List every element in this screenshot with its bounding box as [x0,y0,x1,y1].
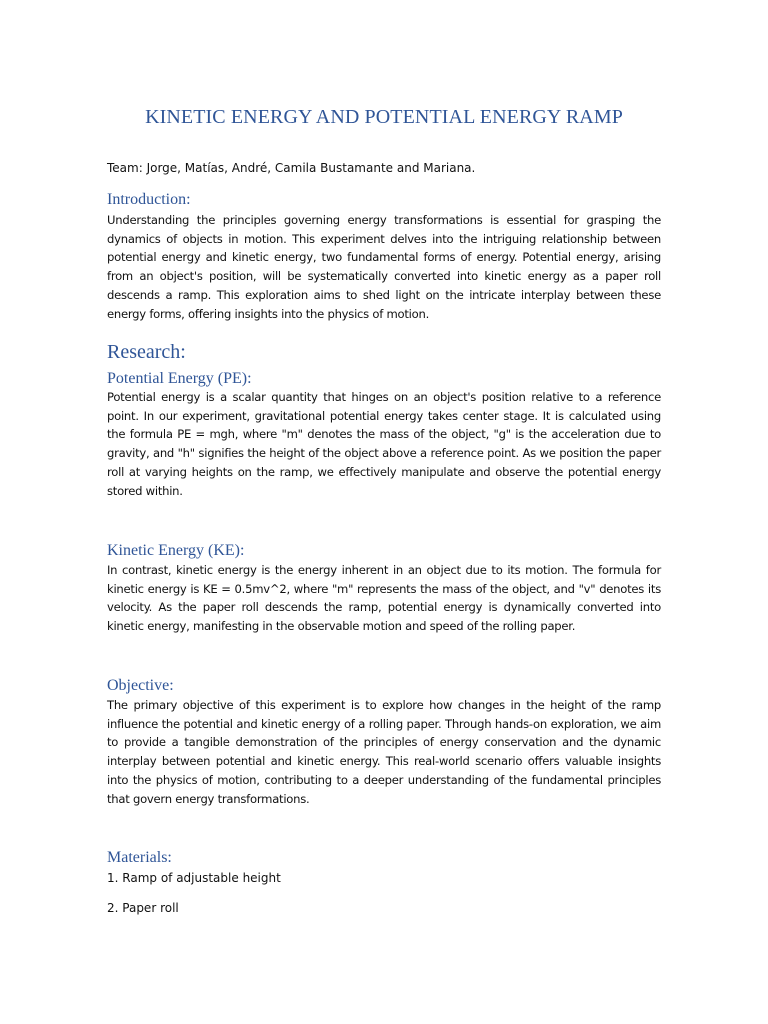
objective-paragraph: The primary objective of this experiment is to explore how changes in the height of the ramp influence the potential and kinetic energy of a rolling paper. Through hands-on exploration, we aim to provide a tangible demonstration of the principles of energy conservation and the dynamic interplay between potential and kinetic energy. This real-world scenario offers valuable insights into the physics of motion, contributing to a deeper understanding of the fundamental principles that govern energy transformations. [107,698,661,806]
potential-energy-paragraph: Potential energy is a scalar quantity that hinges on an object's position relative to a reference point. In our experiment, gravitational potential energy takes center stage. It is calculated using the formula PE = mgh, where "m" denotes the mass of the object, "g" is the acceleration due to gravity, and "h" signifies the height of the object above a reference point. As we position the paper roll at varying heights on the ramp, we effectively manipulate and observe the potential energy stored within. [107,390,661,498]
objective-heading: Objective: [107,677,174,694]
document-title: KINETIC ENERGY AND POTENTIAL ENERGY RAMP [145,106,623,128]
potential-energy-heading: Potential Energy (PE): [107,370,252,387]
materials-heading: Materials: [107,849,172,866]
team-line: Team: Jorge, Matías, André, Camila Bustamante and Mariana. [107,161,476,175]
introduction-heading: Introduction: [107,191,191,208]
kinetic-energy-heading: Kinetic Energy (KE): [107,542,245,559]
materials-item: 1. Ramp of adjustable height [107,871,281,885]
kinetic-energy-paragraph: In contrast, kinetic energy is the energy inherent in an object due to its motion. The formula for kinetic energy is KE = 0.5mv^2, where "m" represents the mass of the object, and "v" denotes its velocity. As the paper roll descends the ramp, potential energy is dynamically converted into kinetic energy, manifesting in the observable motion and speed of the rolling paper. [107,563,661,634]
introduction-paragraph: Understanding the principles governing energy transformations is essential for grasping the dynamics of objects in motion. This experiment delves into the intriguing relationship between potential energy and kinetic energy, two fundamental forms of energy. Potential energy, arising from an object's position, will be systematically converted into kinetic energy as a paper roll descends a ramp. This exploration aims to shed light on the intricate interplay between these energy forms, offering insights into the physics of motion. [107,213,661,321]
research-heading: Research: [107,341,186,363]
materials-item: 2. Paper roll [107,901,179,915]
